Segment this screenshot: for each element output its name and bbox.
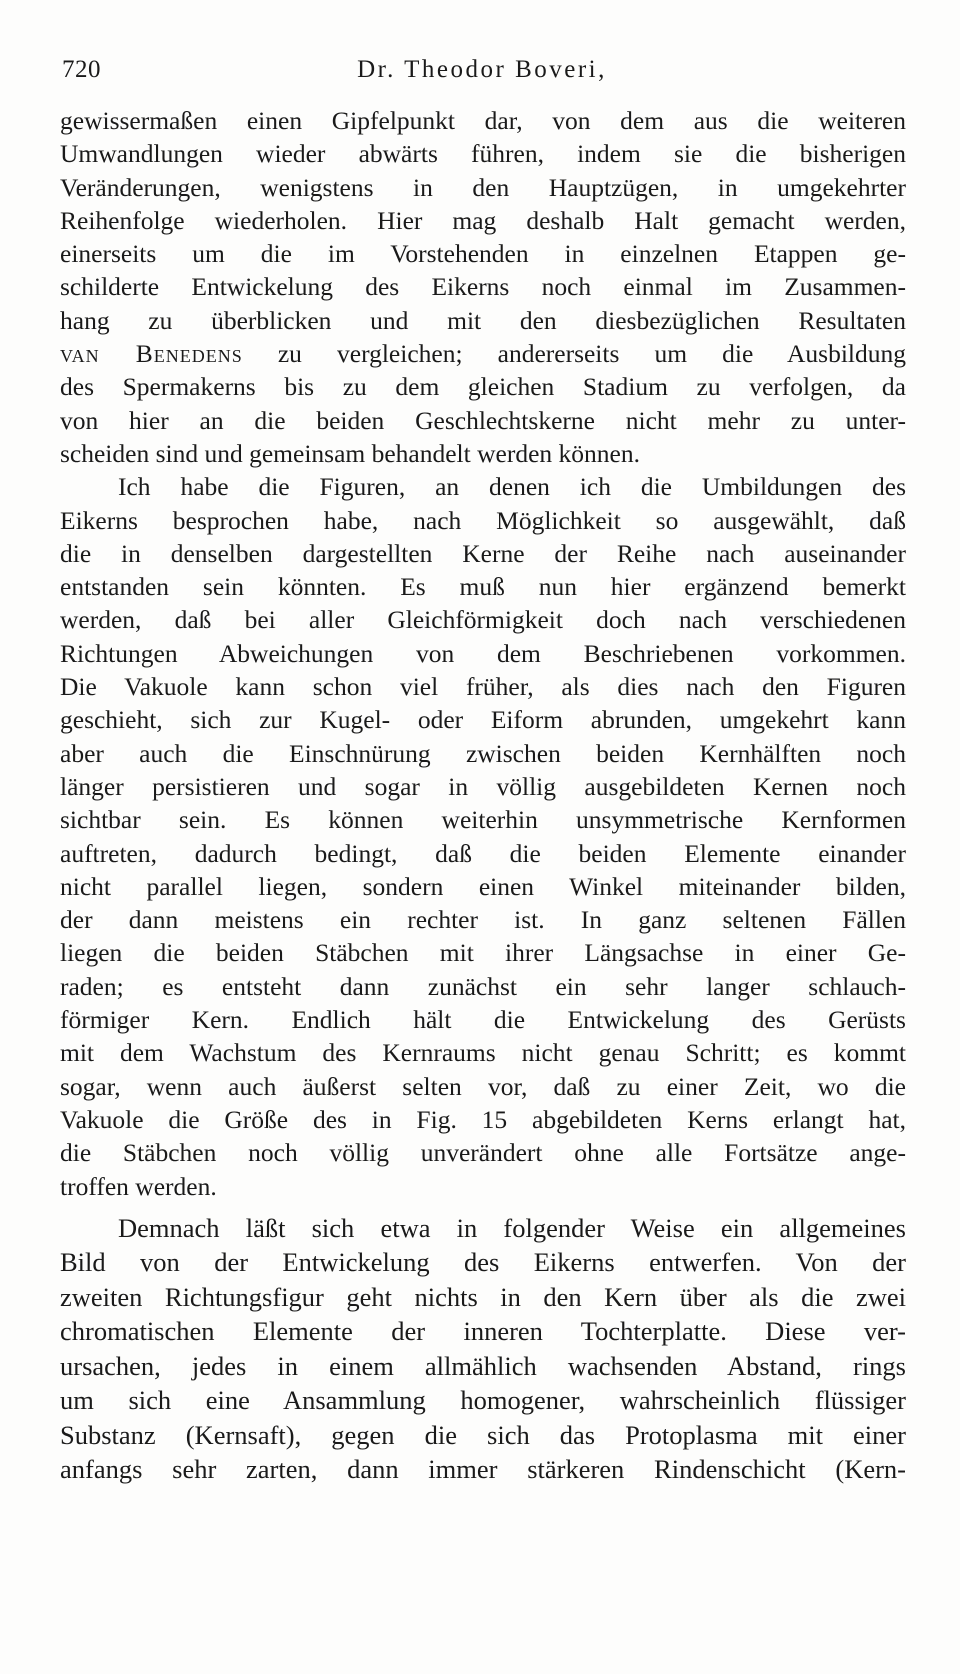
text-line: Bild von der Entwickelung des Eikerns entwerfen. Von der: [60, 1247, 906, 1278]
text-line: Die Vakuole kann schon viel früher, als dies nach den Figuren: [60, 672, 906, 702]
text-line: der dann meistens ein rechter ist. In ganz seltenen Fällen: [60, 905, 906, 935]
text-line: ursachen, jedes in einem allmählich wachsenden Abstand, rings: [60, 1350, 906, 1381]
text-line: Umwandlungen wieder abwärts führen, indem sie die bisherigen: [60, 139, 906, 169]
text-line: scheiden sind und gemeinsam behandelt werden können.: [60, 438, 640, 468]
text-line: gewissermaßen einen Gipfelpunkt dar, von dem aus die weiteren: [60, 106, 906, 135]
text-line: nicht parallel liegen, sondern einen Winkel miteinander bilden,: [60, 871, 906, 901]
text-line: anfangs sehr zarten, dann immer stärkeren Rindenschicht (Kern-: [60, 1454, 906, 1485]
text-line: troffen werden.: [60, 1171, 217, 1201]
text-line: Ich habe die Figuren, an denen ich die Umbildungen des: [118, 472, 906, 502]
page-header: [62, 56, 902, 92]
text-line: um sich eine Ansammlung homogener, wahrscheinlich flüssiger: [60, 1385, 906, 1416]
body-text: [60, 104, 906, 1487]
text-line: Richtungen Abweichungen von dem Beschriebenen vorkommen.: [60, 638, 906, 668]
text-line: zweiten Richtungsfigur geht nichts in den Kern über als die zwei: [60, 1281, 906, 1312]
text-line: auftreten, dadurch bedingt, daß die beiden Elemente einander: [60, 838, 906, 868]
running-head: Dr. Theodor Boveri,: [357, 56, 607, 83]
text-line: die Stäbchen noch völlig unverändert ohne alle Fortsätze ange-: [60, 1138, 906, 1168]
paragraph-2: [60, 470, 906, 1203]
text-line: mit dem Wachstum des Kernraums nicht genau Schritt; es kommt: [60, 1038, 906, 1068]
author-name-smallcaps: van Benedens: [60, 339, 243, 369]
text-line: aber auch die Einschnürung zwischen beiden Kernhälften noch: [60, 738, 906, 768]
text-line: Eikerns besprochen habe, nach Möglichkeit so ausgewählt, daß: [60, 505, 906, 535]
text-line: hang zu überblicken und mit den diesbezüglichen Resultaten: [60, 305, 906, 335]
text-line: geschieht, sich zur Kugel- oder Eiform abrunden, umgekehrt kann: [60, 705, 906, 735]
text-line: die in denselben dargestellten Kerne der Reihe nach auseinander: [60, 538, 906, 568]
text-line: Vakuole die Größe des in Fig. 15 abgebildeten Kerns erlangt hat,: [60, 1104, 906, 1134]
text-line: länger persistieren und sogar in völlig ausgebildeten Kernen noch: [60, 771, 906, 801]
text-line: förmiger Kern. Endlich hält die Entwickelung des Gerüsts: [60, 1005, 906, 1035]
text-line: liegen die beiden Stäbchen mit ihrer Längsachse in einer Ge-: [60, 938, 906, 968]
text-line: sichtbar sein. Es können weiterhin unsymmetrische Kernformen: [60, 805, 906, 835]
text-line: Substanz (Kernsaft), gegen die sich das Protoplasma mit einer: [60, 1419, 906, 1450]
text-line: Demnach läßt sich etwa in folgender Weise ein allgemeines: [118, 1212, 906, 1243]
text-line: van Benedens zu vergleichen; andererseits um die Ausbildung: [60, 339, 906, 369]
text-line: entstanden sein könnten. Es muß nun hier ergänzend bemerkt: [60, 572, 906, 602]
text-line: von hier an die beiden Geschlechtskerne nicht mehr zu unter-: [60, 405, 906, 435]
text-line: einerseits um die im Vorstehenden in einzelnen Etappen ge-: [60, 239, 906, 269]
paragraph-3: [60, 1211, 906, 1487]
text-line: raden; es entsteht dann zunächst ein sehr langer schlauch-: [60, 971, 906, 1001]
text-line: sogar, wenn auch äußerst selten vor, daß zu einer Zeit, wo die: [60, 1071, 906, 1101]
text-line: chromatischen Elemente der inneren Tochterplatte. Diese ver-: [60, 1316, 906, 1347]
page-number: 720: [62, 56, 101, 83]
text-line: Reihenfolge wiederholen. Hier mag deshalb Halt gemacht werden,: [60, 205, 906, 235]
text-line: werden, daß bei aller Gleichförmigkeit doch nach verschiedenen: [60, 605, 906, 635]
text-line: des Spermakerns bis zu dem gleichen Stadium zu verfolgen, da: [60, 372, 906, 402]
text-line: schilderte Entwickelung des Eikerns noch einmal im Zusammen-: [60, 272, 906, 302]
text-line: Veränderungen, wenigstens in den Hauptzügen, in umgekehrter: [60, 172, 906, 202]
paragraph-1: [60, 104, 906, 470]
